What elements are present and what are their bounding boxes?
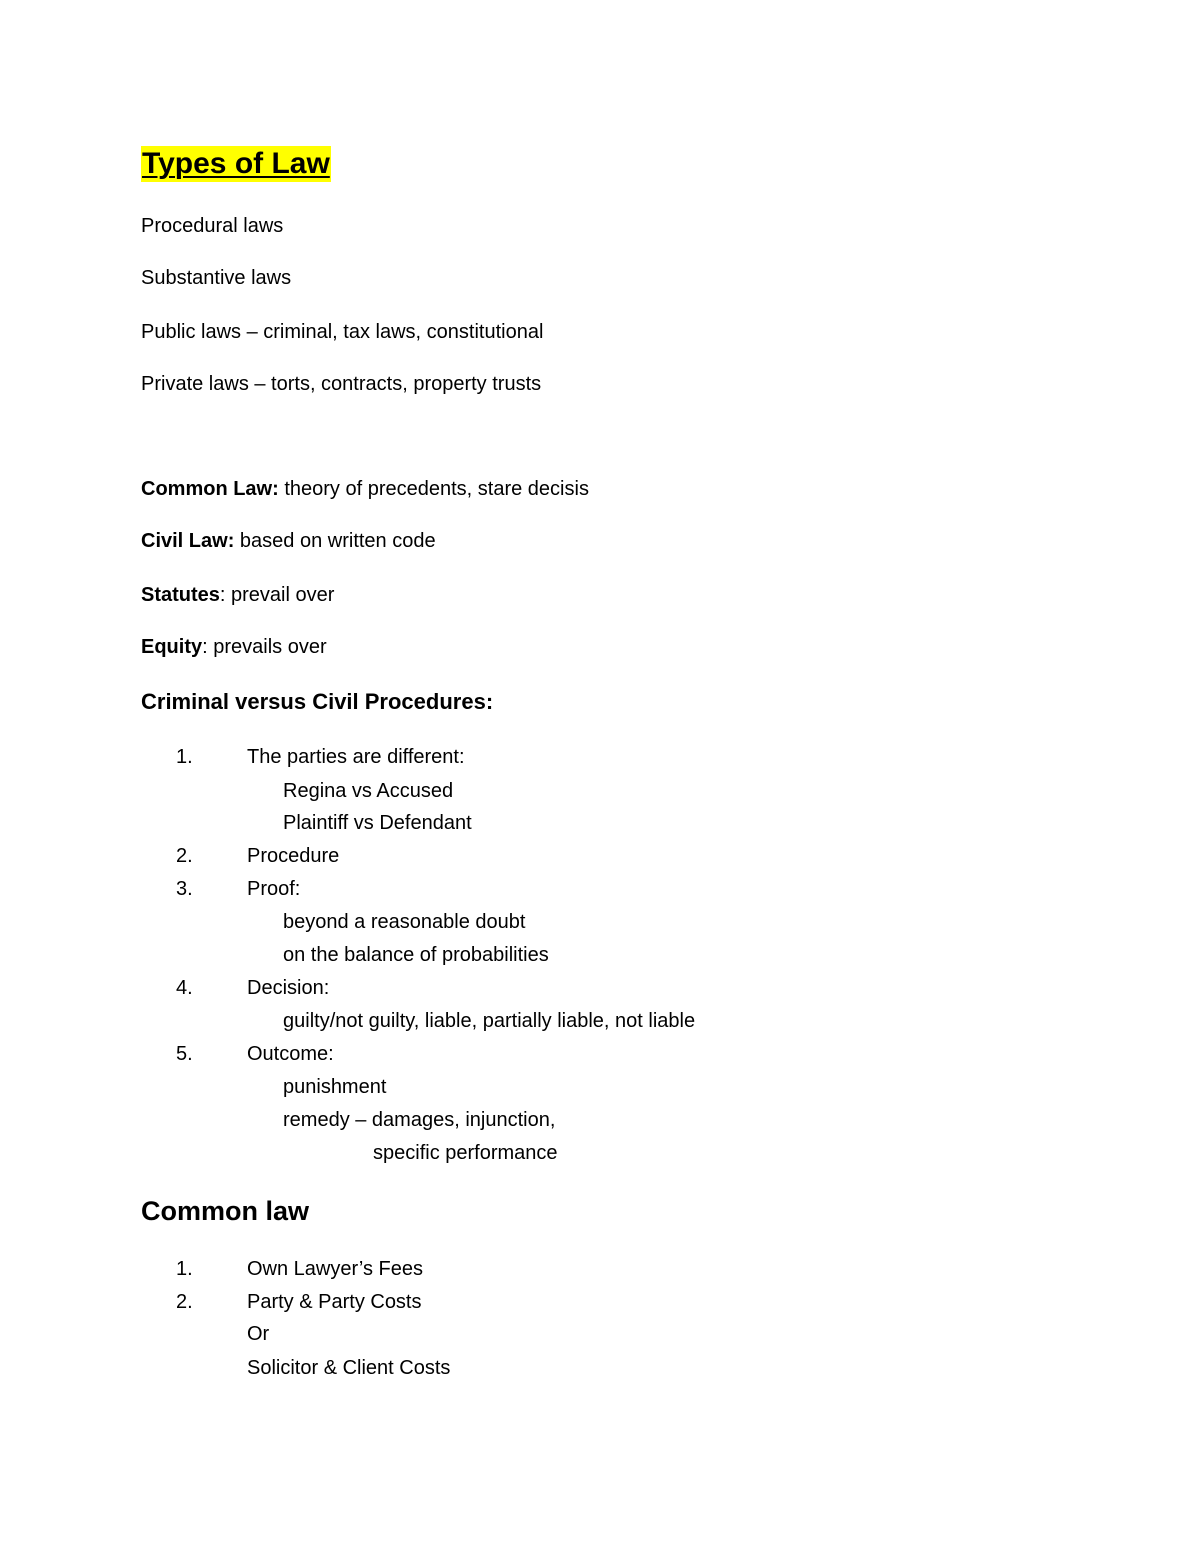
list-subitem: guilty/not guilty, liable, partially liable, not liable <box>283 1010 696 1032</box>
list-item: Decision: <box>247 977 330 999</box>
definition-statutes <box>141 583 334 607</box>
type-public: Public laws – criminal, tax laws, constitutional <box>141 321 544 343</box>
list-subitem: Regina vs Accused <box>283 780 454 802</box>
list-item: The parties are different: <box>247 746 465 768</box>
procedures-heading: Criminal versus Civil Procedures: <box>141 689 494 714</box>
list-subitem: punishment <box>283 1076 387 1098</box>
list-number: 3. <box>176 878 193 900</box>
definition-text: based on written code <box>234 530 436 552</box>
list-subitem: on the balance of probabilities <box>283 944 549 966</box>
list-number: 1. <box>176 1258 193 1280</box>
list-number: 2. <box>176 1291 193 1313</box>
definition-term: Statutes <box>141 584 220 606</box>
list-item: Own Lawyer’s Fees <box>247 1258 423 1280</box>
definition-term: Civil Law: <box>141 530 235 552</box>
list-number: 4. <box>176 977 193 999</box>
definition-text: : prevail over <box>219 584 335 606</box>
document-title <box>141 146 331 182</box>
list-subitem-continuation: specific performance <box>373 1142 558 1164</box>
list-subitem: beyond a reasonable doubt <box>283 911 526 933</box>
type-private: Private laws – torts, contracts, property trusts <box>141 373 542 395</box>
list-item: Party & Party Costs <box>247 1291 422 1313</box>
list-subitem: remedy – damages, injunction, <box>283 1109 556 1131</box>
list-number: 1. <box>176 746 193 768</box>
definition-term: Equity <box>141 636 203 658</box>
list-item: Procedure <box>247 845 340 867</box>
definition-text: : prevails over <box>202 636 327 658</box>
alternative-costs: Solicitor & Client Costs <box>247 1357 451 1379</box>
common-law-heading: Common law <box>141 1196 310 1226</box>
type-procedural: Procedural laws <box>141 215 284 237</box>
or-text: Or <box>247 1323 270 1345</box>
definition-equity <box>141 635 327 659</box>
list-subitem: Plaintiff vs Defendant <box>283 812 472 834</box>
type-substantive: Substantive laws <box>141 267 292 289</box>
list-item: Proof: <box>247 878 301 900</box>
list-number: 2. <box>176 845 193 867</box>
list-item: Outcome: <box>247 1043 334 1065</box>
document-title-text: Types of Law <box>142 147 330 180</box>
list-number: 5. <box>176 1043 193 1065</box>
definition-common-law <box>141 477 589 501</box>
definition-text: theory of precedents, stare decisis <box>278 478 589 500</box>
definition-term: Common Law: <box>141 478 279 500</box>
definition-civil-law <box>141 529 436 553</box>
